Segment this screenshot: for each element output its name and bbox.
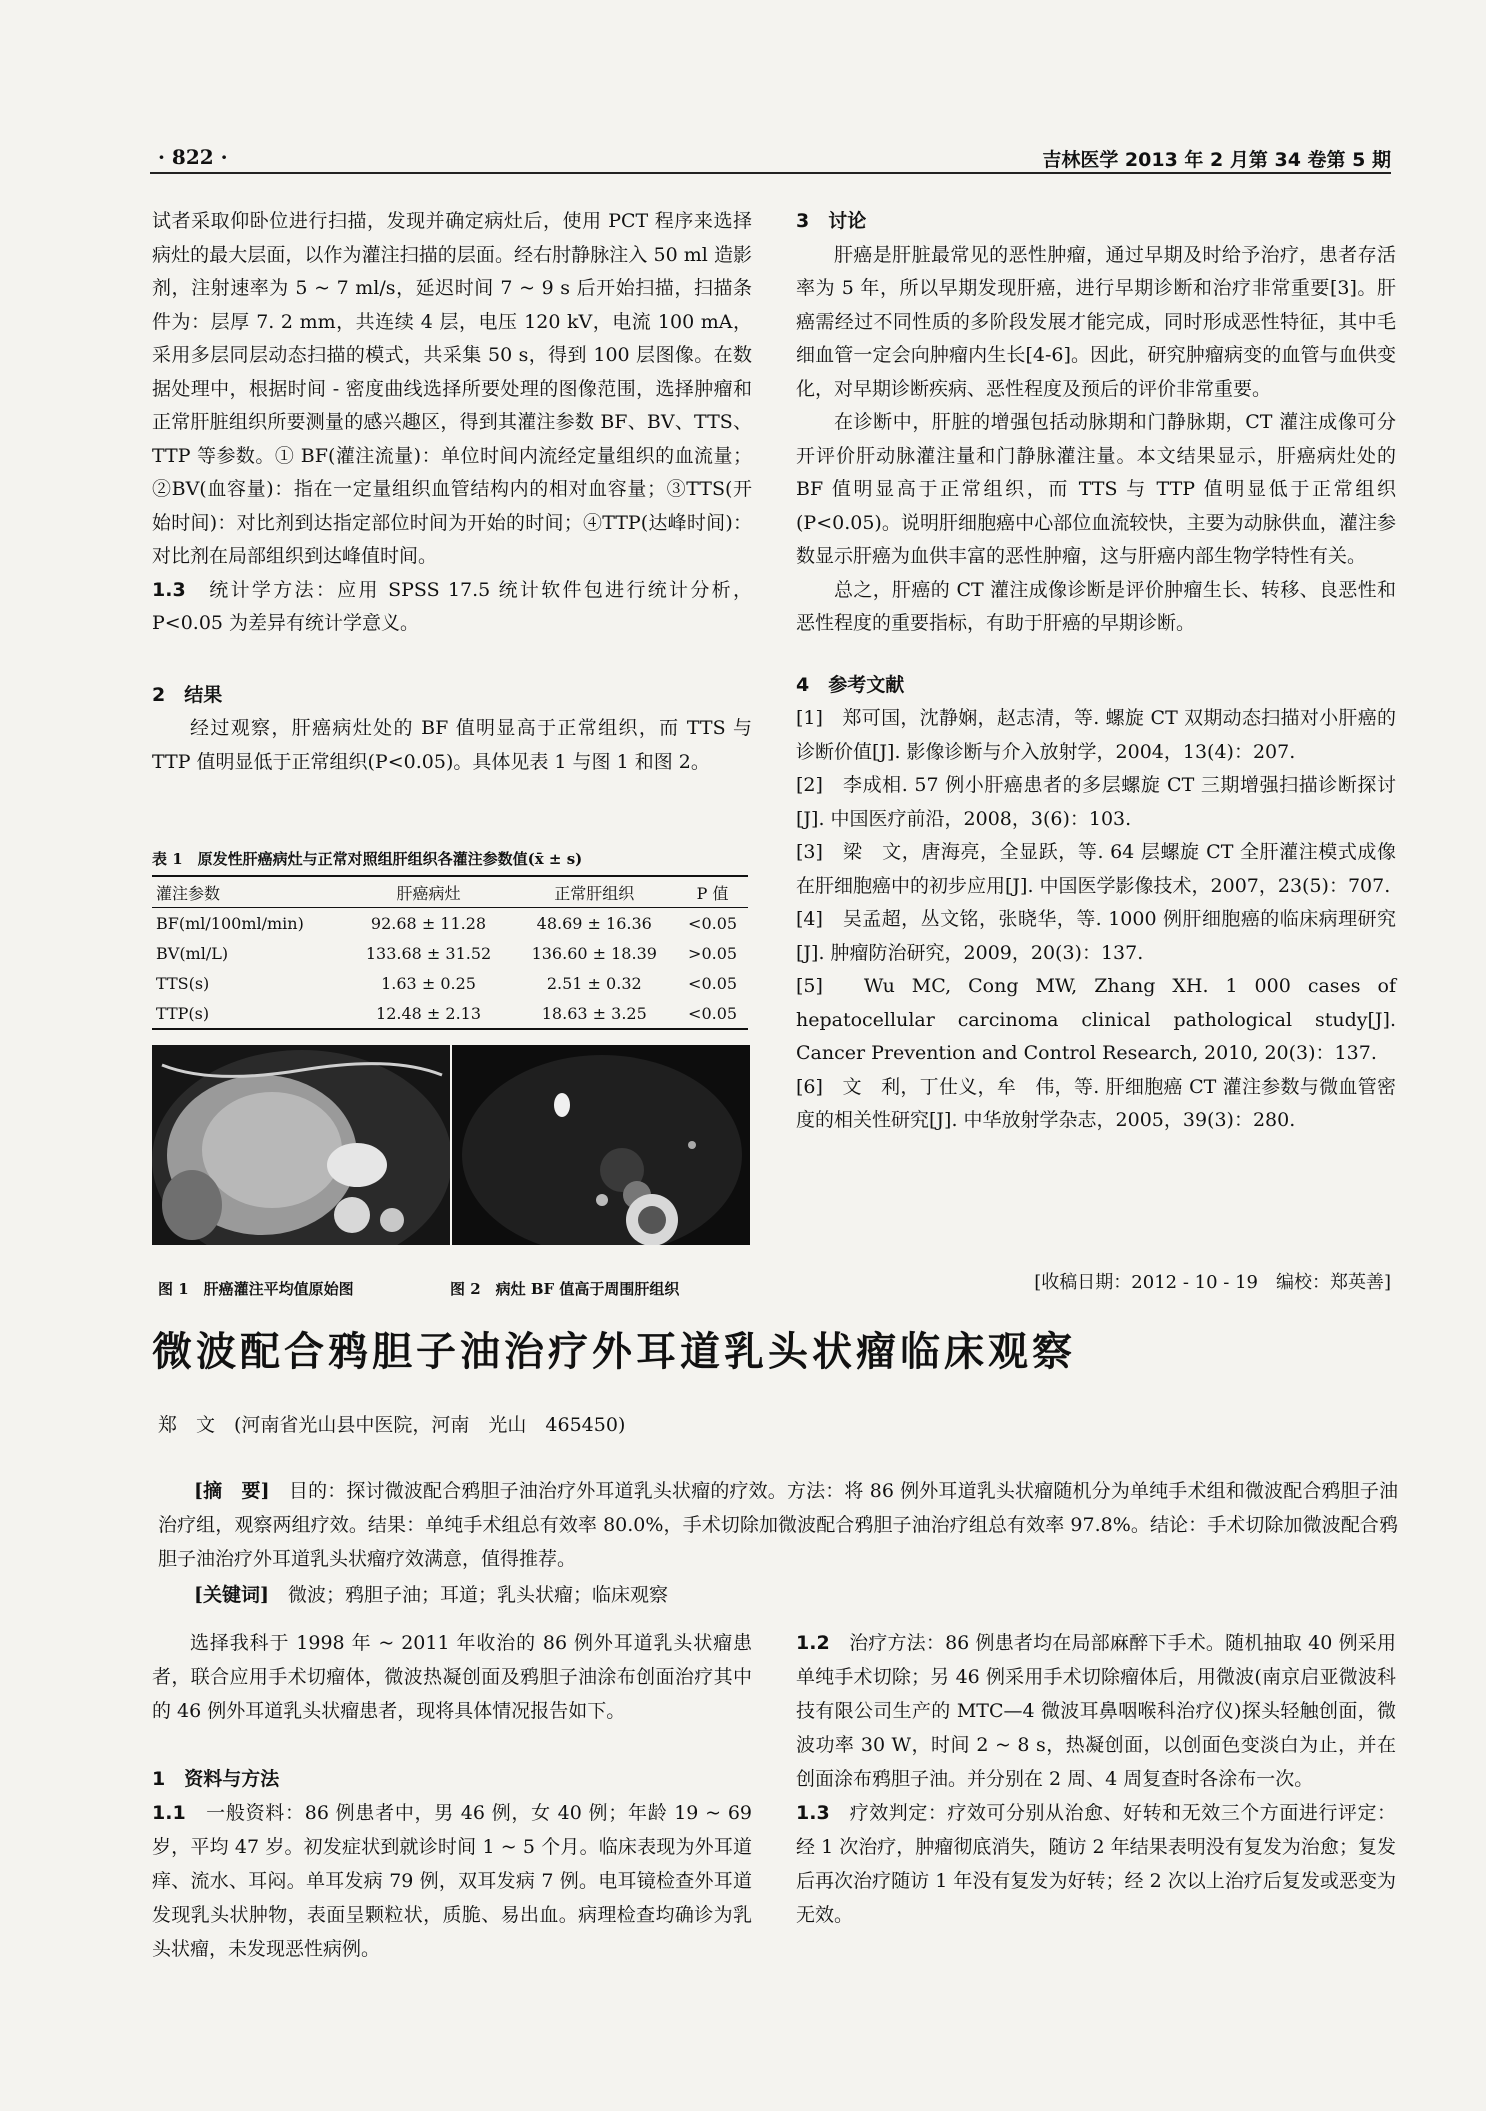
keywords-text: 微波；鸦胆子油；耳道；乳头状瘤；临床观察 [288,1584,669,1606]
table-caption: 表 1 原发性肝癌病灶与正常对照组肝组织各灌注参数值(x̄ ± s) [152,850,583,868]
reference-item: [6] 文 利，丁仕义，牟 伟，等. 肝细胞癌 CT 灌注参数与微血管密度的相关性研究[J]. 中华放射学杂志，2005，39(3)：280. [796,1075,1396,1131]
author-line: 郑 文 (河南省光山县中医院，河南 光山 465450) [158,1414,626,1436]
discussion-paragraph-2: 在诊断中，肝脏的增强包括动脉期和门静脉期，CT 灌注成像可分开评价肝动脉灌注量和门静脉灌注量。本文结果显示，肝癌病灶处的 BF 值明显高于正常组织，而 TTS 与 TTP 值明显低于正常组织(P<0.05)。说明肝细胞癌中心部位血流较快，主要为动脉供血，灌注参数显示肝癌为血供丰富的恶性肿瘤，这与肝癌内部生物学特性有关。 [796,411,1396,567]
table-header: P 值 [677,876,748,908]
table-row: TTS(s) 1.63 ± 0.25 2.51 ± 0.32 <0.05 [156,973,738,993]
article1-right-column [796,205,1396,1138]
keywords-label: [关键词] [194,1584,269,1606]
section-1-3: 1.3 统计学方法：应用 SPSS 17.5 统计软件包进行统计分析，P<0.05 为差异有统计学意义。 [152,578,752,634]
journal-header: 吉林医学 2013 年 2 月第 34 卷第 5 期 [1042,149,1391,171]
references-heading: 4 参考文献 [796,673,905,696]
table-row: TTP(s) 12.48 ± 2.13 18.63 ± 3.25 <0.05 [152,998,748,1029]
section-1-3-efficacy: 1.3 疗效判定：疗效可分别从治愈、好转和无效三个方面进行评定：经 1 次治疗，肿瘤彻底消失，随访 2 年结果表明没有复发为治愈；复发后再次治疗随访 1 年没有复发为好转；经 2 次以上治疗后复发或恶变为无效。 [796,1802,1396,1926]
methods-heading: 1 资料与方法 [152,1768,280,1790]
discussion-paragraph-1: 肝癌是肝脏最常见的恶性肿瘤，通过早期及时给予治疗，患者存活率为 5 年，所以早期发现肝癌，进行早期诊断和治疗非常重要[3]。肝癌需经过不同性质的多阶段发展才能完成，同时形成恶性特征，其中毛细血管一定会向肿瘤内生长[4-6]。因此，研究肿瘤病变的血管与血供变化，对早期诊断疾病、恶性程度及预后的评价非常重要。 [796,243,1396,400]
article2-left-column [152,1626,752,1966]
table-header: 肝癌病灶 [346,876,512,908]
article2-right-column [796,1626,1396,1932]
figure-1-caption: 图 1 肝癌灌注平均值原始图 [158,1280,354,1298]
table-header: 灌注参数 [152,876,346,908]
reference-item: [1] 郑可国，沈静娴，赵志清，等. 螺旋 CT 双期动态扫描对小肝癌的诊断价值[J]. 影像诊断与介入放射学，2004，13(4)：207. [796,707,1396,763]
methods-paragraph: 试者采取仰卧位进行扫描，发现并确定病灶后，使用 PCT 程序来选择病灶的最大层面，以作为灌注扫描的层面。经右肘静脉注入 50 ml 造影剂，注射速率为 5 ~ 7 ml/s，延迟时间 7 ~ 9 s 后开始扫描，扫描条件为：层厚 7. 2 mm，共连续 4 层，电压 120 kV，电流 100 mA，采用多层同层动态扫描的模式，共采集 50 s，得到 100 层图像。在数据处理中，根据时间 - 密度曲线选择所要处理的图像范围，选择肿瘤和正常肝脏组织所要测量的感兴趣区，得到其灌注参数 BF、BV、TTS、TTP 等参数。① BF(灌注流量)：单位时间内流经定量组织的血流量；②BV(血容量)：指在一定量组织血管结构内的相对血容量；③TTS(开始时间)：对比剂到达指定部位时间为开始的时间；④TTP(达峰时间)：对比剂在局部组织到达峰值时间。 [152,210,752,567]
reference-item: [2] 李成相. 57 例小肝癌患者的多层螺旋 CT 三期增强扫描诊断探讨[J]. 中国医疗前沿，2008，3(6)：103. [796,774,1396,830]
ct-image-figure-1 [152,1045,450,1245]
section-1-1: 1.1 一般资料：86 例患者中，男 46 例，女 40 例；年龄 19 ~ 69 岁，平均 47 岁。初发症状到就诊时间 1 ~ 5 个月。临床表现为外耳道痒、流水、耳闷。单耳发病 79 例，双耳发病 7 例。电耳镜检查外耳道发现乳头状肿物，表面呈颗粒状，质脆、易出血。病理检查均确诊为乳头状瘤，未发现恶性病例。 [152,1802,752,1960]
article-title: 微波配合鸦胆子油治疗外耳道乳头状瘤临床观察 [152,1329,1076,1375]
reference-item: [5] Wu MC, Cong MW, Zhang XH. 1 000 cases of hepatocellular carcinoma clinical pathological study[J]. Cancer Prevention and Control Research, 2010, 20(3)：137. [796,975,1396,1064]
article1-left-column [152,205,752,779]
header-rule [150,172,1391,174]
ct-image-figure-2 [452,1045,750,1245]
reference-item: [3] 梁 文，唐海亮，全显跃，等. 64 层螺旋 CT 全肝灌注模式成像在肝细胞癌中的初步应用[J]. 中国医学影像技术，2007，23(5)：707. [796,841,1396,897]
perfusion-table [152,875,748,1030]
received-date: [收稿日期：2012 - 10 - 19 编校：郑英善] [1034,1272,1391,1293]
results-heading: 2 结果 [152,683,223,706]
intro-paragraph: 选择我科于 1998 年 ~ 2011 年收治的 86 例外耳道乳头状瘤患者，联合应用手术切瘤体，微波热凝创面及鸦胆子油涂布创面治疗其中的 46 例外耳道乳头状瘤患者，现将具体情况报告如下。 [152,1632,752,1722]
reference-item: [4] 吴孟超，丛文铭，张晓华，等. 1000 例肝细胞癌的临床病理研究[J]. 肿瘤防治研究，2009，20(3)：137. [796,908,1396,964]
figure-2-caption: 图 2 病灶 BF 值高于周围肝组织 [450,1280,680,1298]
discussion-paragraph-3: 总之，肝癌的 CT 灌注成像诊断是评价肿瘤生长、转移、良恶性和恶性程度的重要指标，有助于肝癌的早期诊断。 [796,578,1396,634]
abstract [158,1474,1398,1576]
page-number: · 822 · [158,145,228,169]
results-paragraph: 经过观察，肝癌病灶处的 BF 值明显高于正常组织，而 TTS 与 TTP 值明显低于正常组织(P<0.05)。具体见表 1 与图 1 和图 2。 [152,717,752,773]
keywords [158,1578,1398,1612]
section-1-2: 1.2 治疗方法：86 例患者均在局部麻醉下手术。随机抽取 40 例采用单纯手术切除；另 46 例采用手术切除瘤体后，用微波(南京启亚微波科技有限公司生产的 MTC—4 微波耳鼻咽喉科治疗仪)探头轻触创面，微波功率 30 W，时间 2 ~ 8 s，热凝创面，以创面色变淡白为止，并在创面涂布鸦胆子油。并分别在 2 周、4 周复查时各涂布一次。 [796,1632,1396,1790]
abstract-label: [摘 要] [194,1480,270,1502]
table-row: BF(ml/100ml/min) 92.68 ± 11.28 48.69 ± 16.36 <0.05 [156,913,738,933]
table-row: BV(ml/L) 133.68 ± 31.52 136.60 ± 18.39 >0.05 [156,943,738,963]
abstract-text: 目的：探讨微波配合鸦胆子油治疗外耳道乳头状瘤的疗效。方法：将 86 例外耳道乳头状瘤随机分为单纯手术组和微波配合鸦胆子油治疗组，观察两组疗效。结果：单纯手术组总有效率 80.0%，手术切除加微波配合鸦胆子油治疗组总有效率 97.8%。结论：手术切除加微波配合鸦胆子油治疗外耳道乳头状瘤疗效满意，值得推荐。 [158,1480,1398,1570]
discussion-heading: 3 讨论 [796,210,867,232]
table-header: 正常肝组织 [511,876,677,908]
